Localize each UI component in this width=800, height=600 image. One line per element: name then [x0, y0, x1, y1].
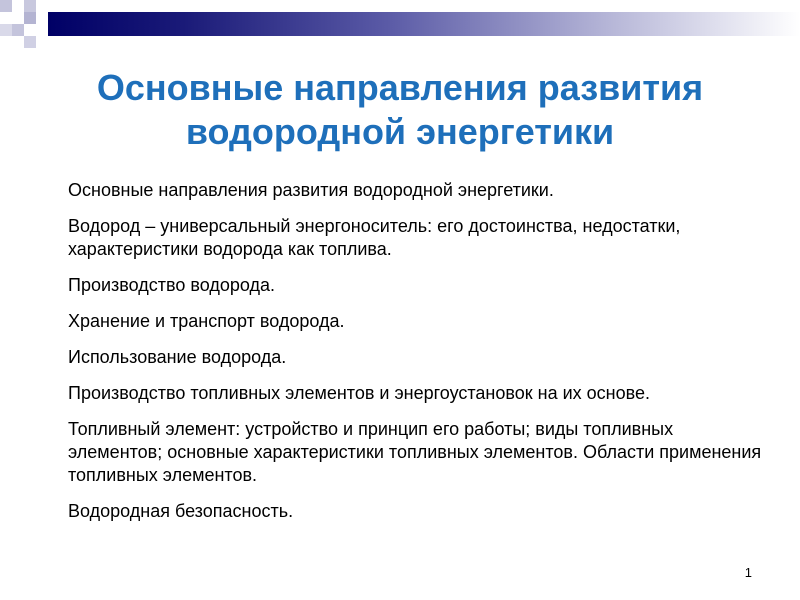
- page-number: 1: [744, 565, 752, 580]
- decorative-square: [0, 0, 12, 12]
- topic-item: Производство водорода.: [68, 275, 275, 295]
- topic-item: Водородная безопасность.: [68, 501, 294, 521]
- decorative-square: [24, 0, 36, 12]
- topic-list: [68, 179, 768, 536]
- topic-item: Топливный элемент: устройство и принцип его работы; виды топливных элементов; основные характеристики топливных элементов. Области применения топливных элементов.: [68, 419, 762, 485]
- decorative-square: [0, 12, 12, 24]
- top-gradient-band: [48, 12, 800, 36]
- topic-item: Производство топливных элементов и энергоустановок на их основе.: [68, 383, 650, 403]
- topic-item: Использование водорода.: [68, 347, 287, 367]
- decorative-square: [12, 24, 24, 36]
- decorative-square: [24, 24, 36, 36]
- decorative-square: [36, 12, 48, 24]
- decorative-square: [12, 0, 24, 12]
- topic-item: Основные направления развития водородной энергетики.: [68, 180, 554, 200]
- decorative-square: [0, 24, 12, 36]
- decorative-square: [24, 12, 36, 24]
- slide-title-line-1: Основные направления развития: [96, 67, 704, 108]
- slide-title: [40, 66, 760, 154]
- topic-item: Водород – универсальный энергоноситель: его достоинства, недостатки, характеристики водорода как топлива.: [68, 216, 681, 259]
- decorative-square: [24, 36, 36, 48]
- topic-item: Хранение и транспорт водорода.: [68, 311, 345, 331]
- decorative-square: [12, 12, 24, 24]
- slide-title-line-2: водородной энергетики: [185, 111, 615, 152]
